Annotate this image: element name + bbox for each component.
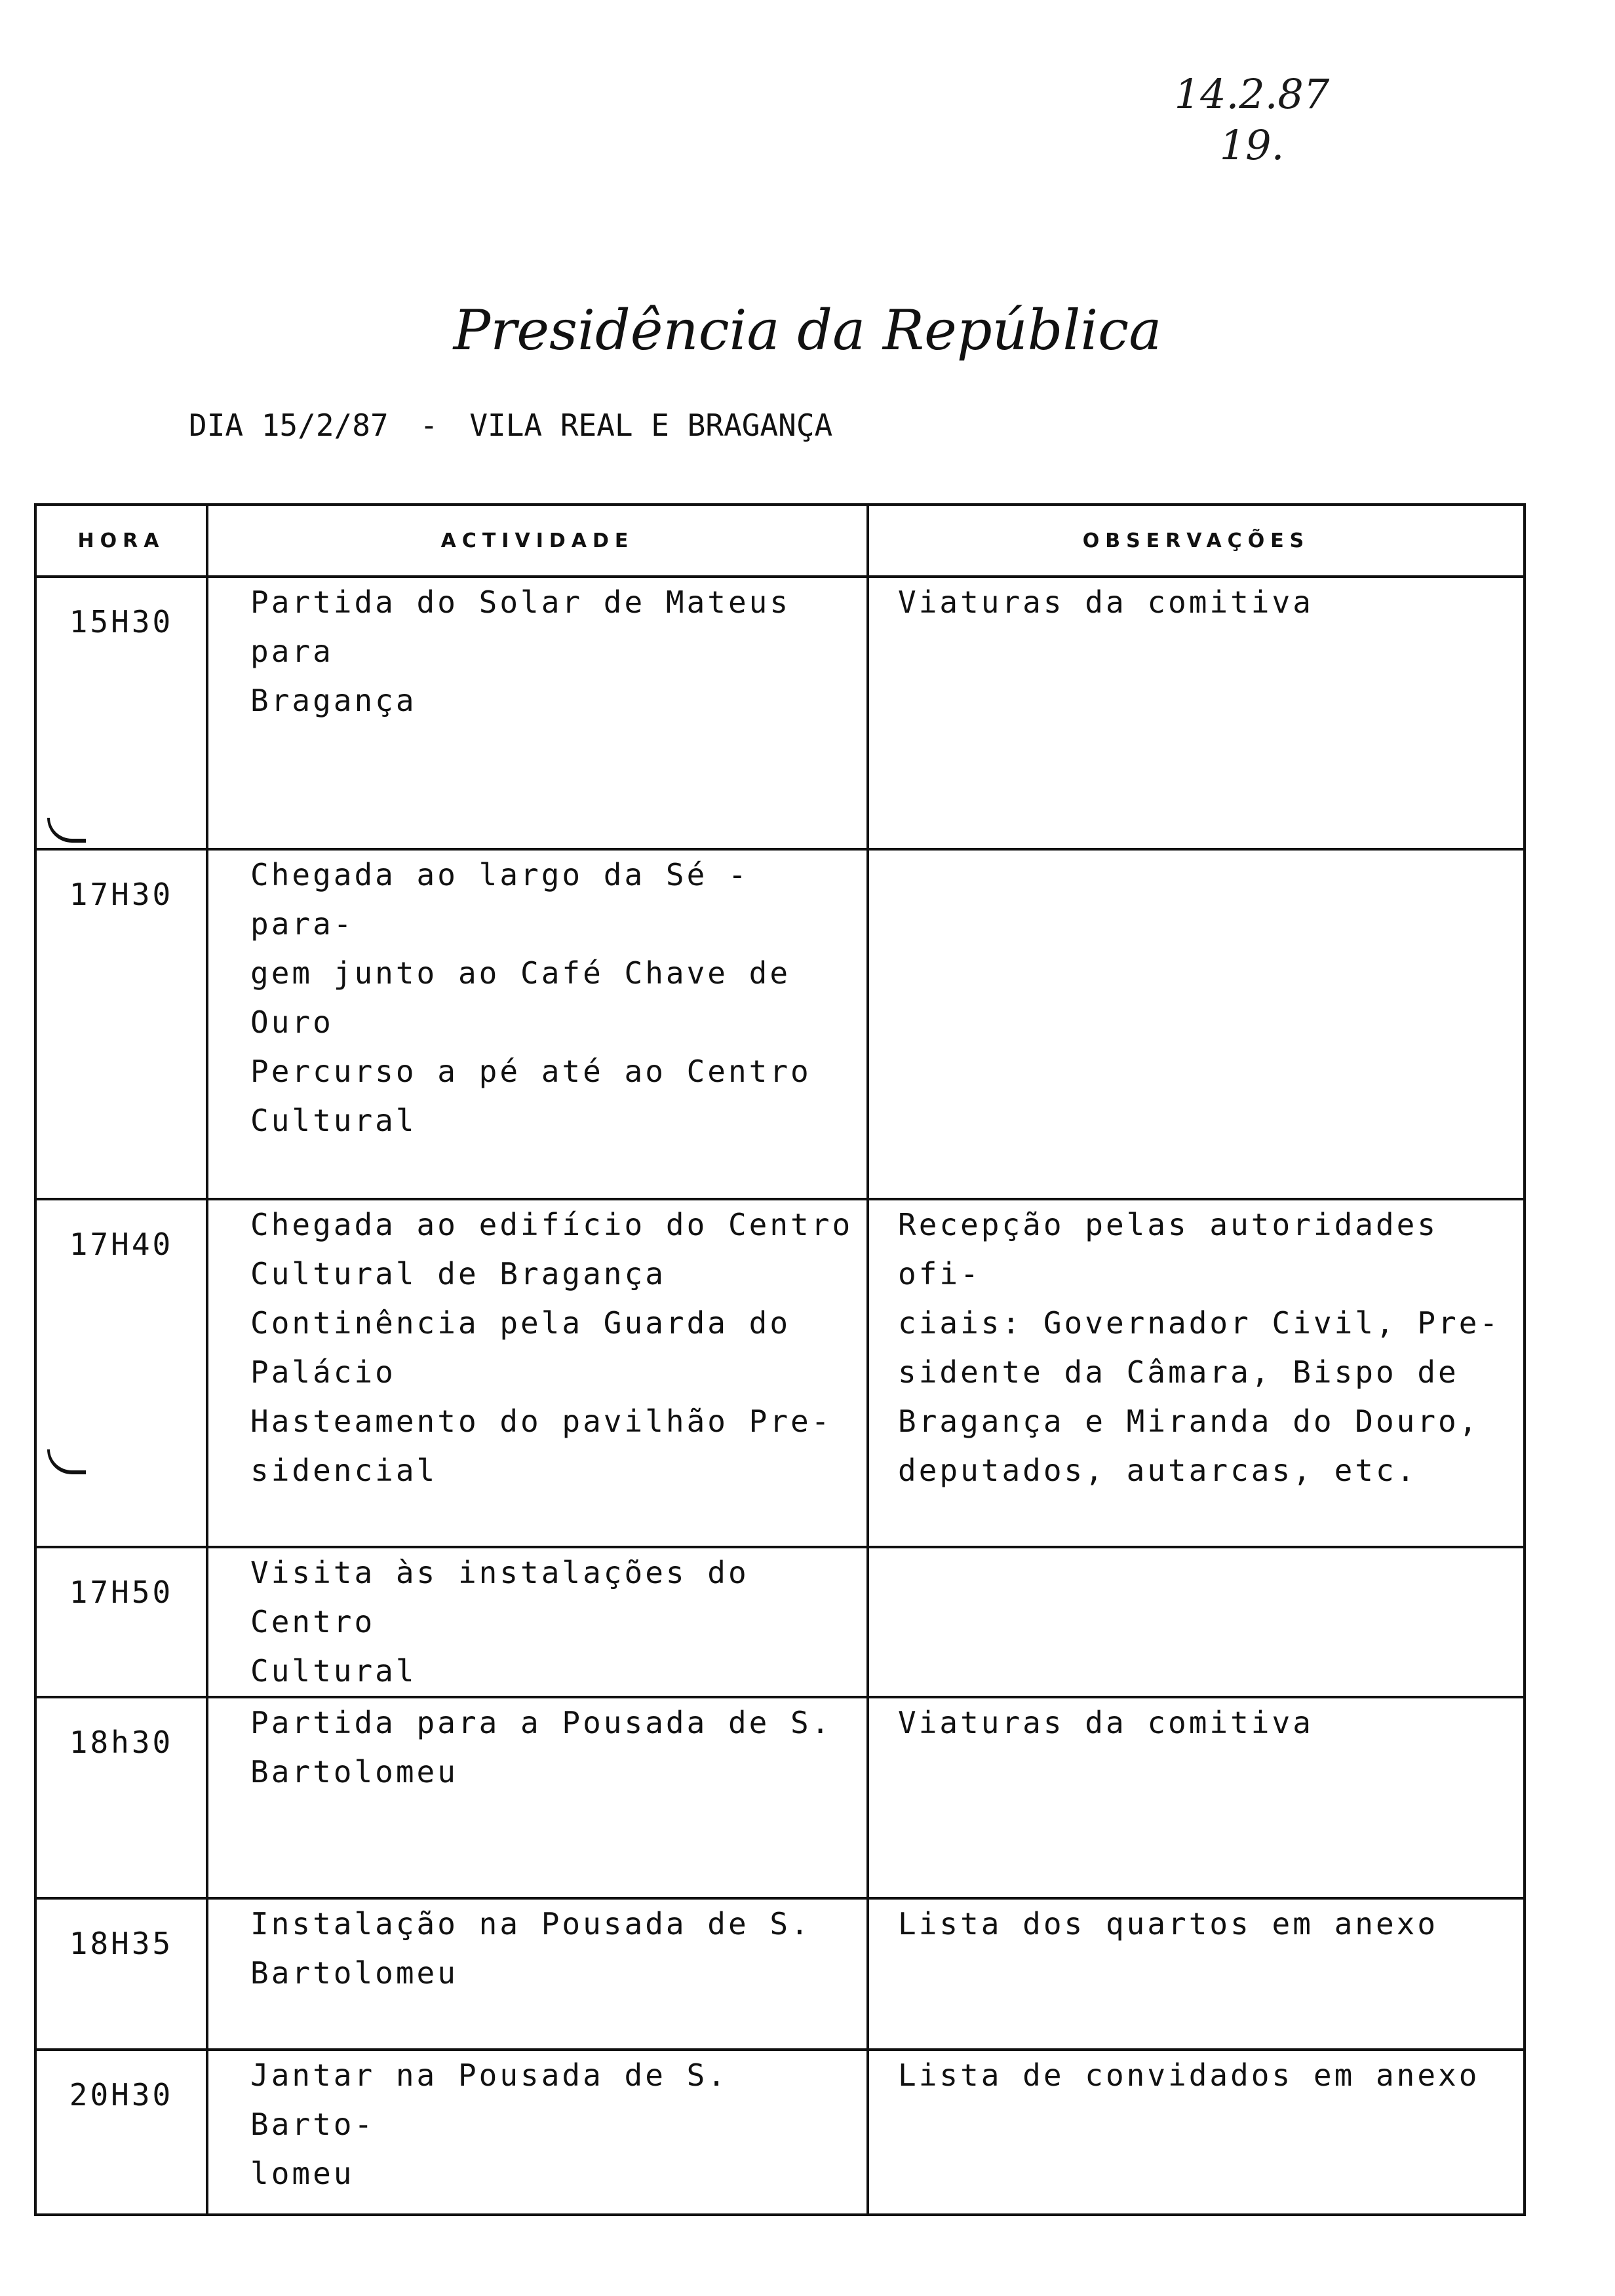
day-date: DIA 15/2/87: [189, 408, 389, 443]
row-time: 20H30: [69, 2077, 174, 2113]
schedule-row: [35, 849, 1525, 1199]
row-time: 15H30: [69, 604, 174, 640]
day-heading: [189, 408, 864, 443]
row-activity: Instalação na Pousada de S. Bartolomeu: [250, 1906, 811, 1991]
handwritten-date: 14.2.87: [1174, 70, 1330, 118]
day-dash: -: [419, 408, 438, 443]
row-observation: Recepção pelas autoridades ofi- ciais: Governador Civil, Pre- sidente da Câmara, Bispo de Bragança e Miranda do Douro, deputados, autarcas, etc.: [898, 1207, 1501, 1488]
row-time: 17H50: [69, 1575, 174, 1610]
header-hora: HORA: [35, 505, 207, 577]
row-activity: Chegada ao edifício do Centro Cultural de Bragança Continência pela Guarda do Palácio Hasteamento do pavilhão Pre- sidencial: [250, 1207, 853, 1488]
schedule-row: [35, 577, 1525, 849]
row-time: 18H35: [69, 1926, 174, 1961]
row-time: 17H30: [69, 877, 174, 912]
row-activity: Partida do Solar de Mateus para Bragança: [250, 584, 791, 718]
row-activity: Jantar na Pousada de S. Barto- lomeu: [250, 2057, 728, 2191]
schedule-row: [35, 2050, 1525, 2215]
schedule-row: [35, 1199, 1525, 1547]
row-activity: Partida para a Pousada de S. Bartolomeu: [250, 1705, 832, 1789]
handwritten-date-note: [1154, 69, 1350, 171]
row-activity: Visita às instalações do Centro Cultural: [250, 1555, 749, 1689]
row-observation: Lista de convidados em anexo: [898, 2057, 1480, 2093]
row-activity: Chegada ao largo da Sé - para- gem junto ao Café Chave de Ouro Percurso a pé até ao Centro Cultural: [250, 857, 811, 1138]
schedule-row: [35, 1697, 1525, 1898]
schedule-header-row: [35, 505, 1525, 577]
handwritten-number: 19.: [1219, 121, 1285, 169]
row-observation: Viaturas da comitiva: [898, 584, 1313, 620]
header-observacoes: OBSERVAÇÕES: [868, 505, 1525, 577]
letterhead-title: Presidência da República: [453, 298, 1162, 362]
row-time: 18h30: [69, 1725, 174, 1760]
schedule-table: [34, 503, 1526, 2216]
row-observation: Lista dos quartos em anexo: [898, 1906, 1439, 1942]
schedule-row: [35, 1898, 1525, 2050]
row-time: 17H40: [69, 1227, 174, 1262]
row-observation: Viaturas da comitiva: [898, 1705, 1313, 1740]
header-actividade: ACTIVIDADE: [207, 505, 868, 577]
day-place: VILA REAL E BRAGANÇA: [469, 408, 833, 443]
schedule-row: [35, 1547, 1525, 1697]
